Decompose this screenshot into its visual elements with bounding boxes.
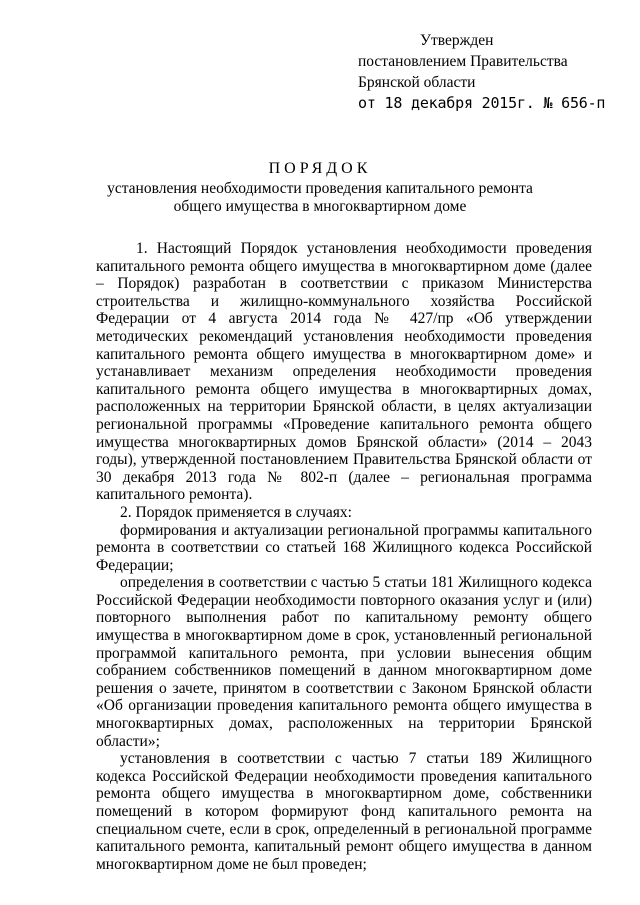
approval-line-approved: Утвержден — [420, 32, 494, 49]
paragraph-case-1: формирования и актуализации региональной программы капитального ремонта в соответствии со статьей 168 Жилищного кодекса Российской Федерации; — [96, 521, 592, 574]
document-subtitle — [100, 180, 540, 216]
paragraph-case-2: определения в соответствии с частью 5 статьи 181 Жилищного кодекса Российской Федерации необходимости повторного оказания услуг и (или) повторного выполнения работ по капитальному ремонту общего имущества в многоквартирном доме в срок, установленный региональной программой капитального ремонта, при условии вынесения общим собранием собственников помещений в данном многоквартирном доме решения о зачете, принятом в соответствии с Законом Брянской области «Об организации проведения капитального ремонта общего имущества в многоквартирных домах, расположенных на территории Брянской области»; — [96, 574, 592, 750]
paragraph-case-3: установления в соответствии с частью 7 статьи 189 Жилищного кодекса Российской Федерации необходимости проведения капитального ремонта общего имущества в многоквартирном доме, собственники помещений в котором формируют фонд капитального ремонта на специальном счете, если в срок, определенный в региональной программе капитального ремонта, капитальный ремонт общего имущества в данном многоквартирном доме не был проведен; — [96, 750, 592, 873]
document-body — [96, 240, 592, 873]
document-title: ПОРЯДОК — [268, 160, 372, 177]
approval-line-region: Брянской области — [358, 74, 476, 91]
approval-block — [358, 30, 618, 114]
approval-line-date: от 18 декабря 2015г. № 656-п — [358, 94, 606, 112]
approval-line-decree: постановлением Правительства — [358, 53, 568, 70]
subtitle-line-1: установления необходимости проведения капитального ремонта — [107, 180, 533, 197]
paragraph-1: 1. Настоящий Порядок установления необходимости проведения капитального ремонта общего имущества в многоквартирном доме (далее – Порядок) разработан в соответствии с приказом Министерства строительства и жилищно-коммунального хозяйства Российской Федерации от 4 августа 2014 года № 427/пр «Об утверждении методических рекомендаций установления необходимости проведения капитального ремонта общего имущества в многоквартирном доме» и устанавливает механизм определения необходимости проведения капитального ремонта общего имущества в многоквартирных домах, расположенных на территории Брянской области, в целях актуализации региональной программы «Проведение капитального ремонта общего имущества многоквартирных домов Брянской области» (2014 – 2043 годы), утвержденной постановлением Правительства Брянской области от 30 декабря 2013 года № 802-п (далее – региональная программа капитального ремонта). — [96, 240, 592, 504]
subtitle-line-2: общего имущества в многоквартирном доме — [173, 198, 467, 215]
paragraph-2: 2. Порядок применяется в случаях: — [120, 503, 352, 521]
